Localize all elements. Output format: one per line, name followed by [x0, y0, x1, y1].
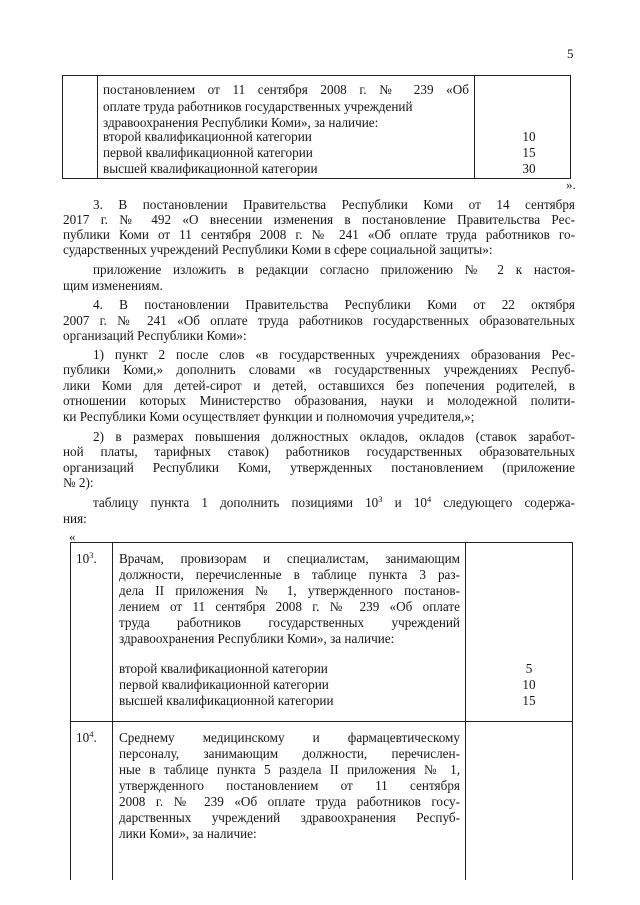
- text-line: ния:: [63, 511, 87, 526]
- row-number: $10^4$.: [76, 729, 97, 745]
- table1-text-line: постановлением от 11 сентября 2008 г. № 239 «Об: [103, 82, 469, 97]
- row1-item-label: высшей квалификационной категории: [119, 693, 334, 708]
- row1-item-value: 10: [522, 677, 536, 692]
- text-line: публики Коми,» дополнить словами «в государственных учреждениях Респуб-: [63, 362, 575, 377]
- text-line: 2) в размерах повышения должностных окладов, окладов (ставок заработ-: [93, 429, 575, 444]
- table1-text-line: оплате труда работников государственных учреждений: [103, 99, 413, 114]
- table1-item-value: 10: [522, 129, 536, 144]
- intro-text: таблицу пункта 1 дополнить позициями 10: [93, 495, 379, 510]
- superscript: 3: [89, 550, 94, 560]
- text-line: отношении которых Министерство образования, науки и молодежной полити-: [63, 393, 575, 408]
- table-addition-intro: [93, 495, 575, 510]
- table1-text-line: здравоохранения Республики Коми», за наличие:: [103, 115, 379, 130]
- superscript: 3: [378, 494, 383, 504]
- row2-text-line: лики Коми», за наличие:: [119, 826, 257, 841]
- superscript: 4: [89, 729, 94, 739]
- row1-text-line: труда работников государственных учреждений: [119, 615, 460, 630]
- table1-item-value: 15: [522, 145, 536, 160]
- text-line: организаций Республики Коми»:: [63, 328, 247, 343]
- text-line: приложение изложить в редакции согласно приложению № 2 к настоя-: [93, 262, 575, 277]
- opening-quote: «: [69, 529, 76, 544]
- text-line: 2007 г. № 241 «Об оплате труда работников государственных образовательных: [63, 313, 575, 328]
- text-line: ки Республики Коми осуществляет функции и полномочия учредителя,»;: [63, 409, 475, 424]
- row1-text-line: Врачам, провизорам и специалистам, занимающим: [119, 551, 460, 566]
- table1-item-label: второй квалификационной категории: [103, 129, 312, 144]
- superscript: 4: [427, 494, 432, 504]
- row1-item-label: первой квалификационной категории: [119, 677, 329, 692]
- text-line: 1) пункт 2 после слов «в государственных учреждениях образования Рес-: [93, 347, 575, 362]
- text-line: щим изменениям.: [63, 278, 163, 293]
- row-number: $10^3$.: [76, 550, 97, 566]
- intro-text: и 10: [382, 495, 428, 510]
- text-line: публики Коми от 11 сентября 2008 г. № 241 «Об оплате труда работников го-: [63, 227, 575, 242]
- row1-text-line: должности, перечисленные в таблице пункта 3 раз-: [119, 567, 460, 582]
- row2-text-line: Среднему медицинскому и фармацевтическому: [119, 730, 460, 745]
- text-line: 2017 г. № 492 «О внесении изменения в постановление Правительства Рес-: [63, 212, 575, 227]
- text-line: № 2):: [63, 475, 94, 490]
- intro-text: следующего содержа-: [431, 495, 576, 510]
- row2-text-line: 2008 г. № 239 «Об оплате труда работников госу-: [119, 794, 460, 809]
- closing-quote: ».: [566, 177, 576, 192]
- row1-text-line: здравоохранения Республики Коми», за наличие:: [119, 631, 395, 646]
- page-number: 5: [567, 46, 574, 61]
- row2-text-line: дарственных учреждений здравоохранения Респуб-: [119, 810, 460, 825]
- text-line: 4. В постановлении Правительства Республики Коми от 22 октября: [93, 297, 575, 312]
- row2-text-line: ные в таблице пункта 5 раздела II приложения № 1,: [119, 762, 460, 777]
- row1-text-line: дела II приложения № 1, утвержденного постанов-: [119, 583, 460, 598]
- row1-item-value: 15: [522, 693, 536, 708]
- table1-item-label: высшей квалификационной категории: [103, 161, 318, 176]
- text-line: сударственных учреждений Республики Коми в сфере социальной защиты»:: [63, 242, 493, 257]
- text-line: ной платы, тарифных ставок) работников государственных образовательных: [63, 444, 575, 459]
- row1-text-line: лением от 11 сентября 2008 г. № 239 «Об оплате: [119, 599, 460, 614]
- text-line: лики Коми для детей-сирот и детей, оставшихся без попечения родителей, в: [63, 378, 575, 393]
- row1-item-value: 5: [525, 661, 533, 676]
- row2-text-line: персоналу, занимающим должности, перечислен-: [119, 746, 460, 761]
- table1-item-value: 30: [522, 161, 536, 176]
- table1-item-label: первой квалификационной категории: [103, 145, 313, 160]
- text-line: 3. В постановлении Правительства Республики Коми от 14 сентября: [93, 197, 575, 212]
- text-line: организаций Республики Коми, утвержденных постановлением (приложение: [63, 460, 575, 475]
- row1-item-label: второй квалификационной категории: [119, 661, 328, 676]
- row2-text-line: утвержденного постановлением от 11 сентября: [119, 778, 460, 793]
